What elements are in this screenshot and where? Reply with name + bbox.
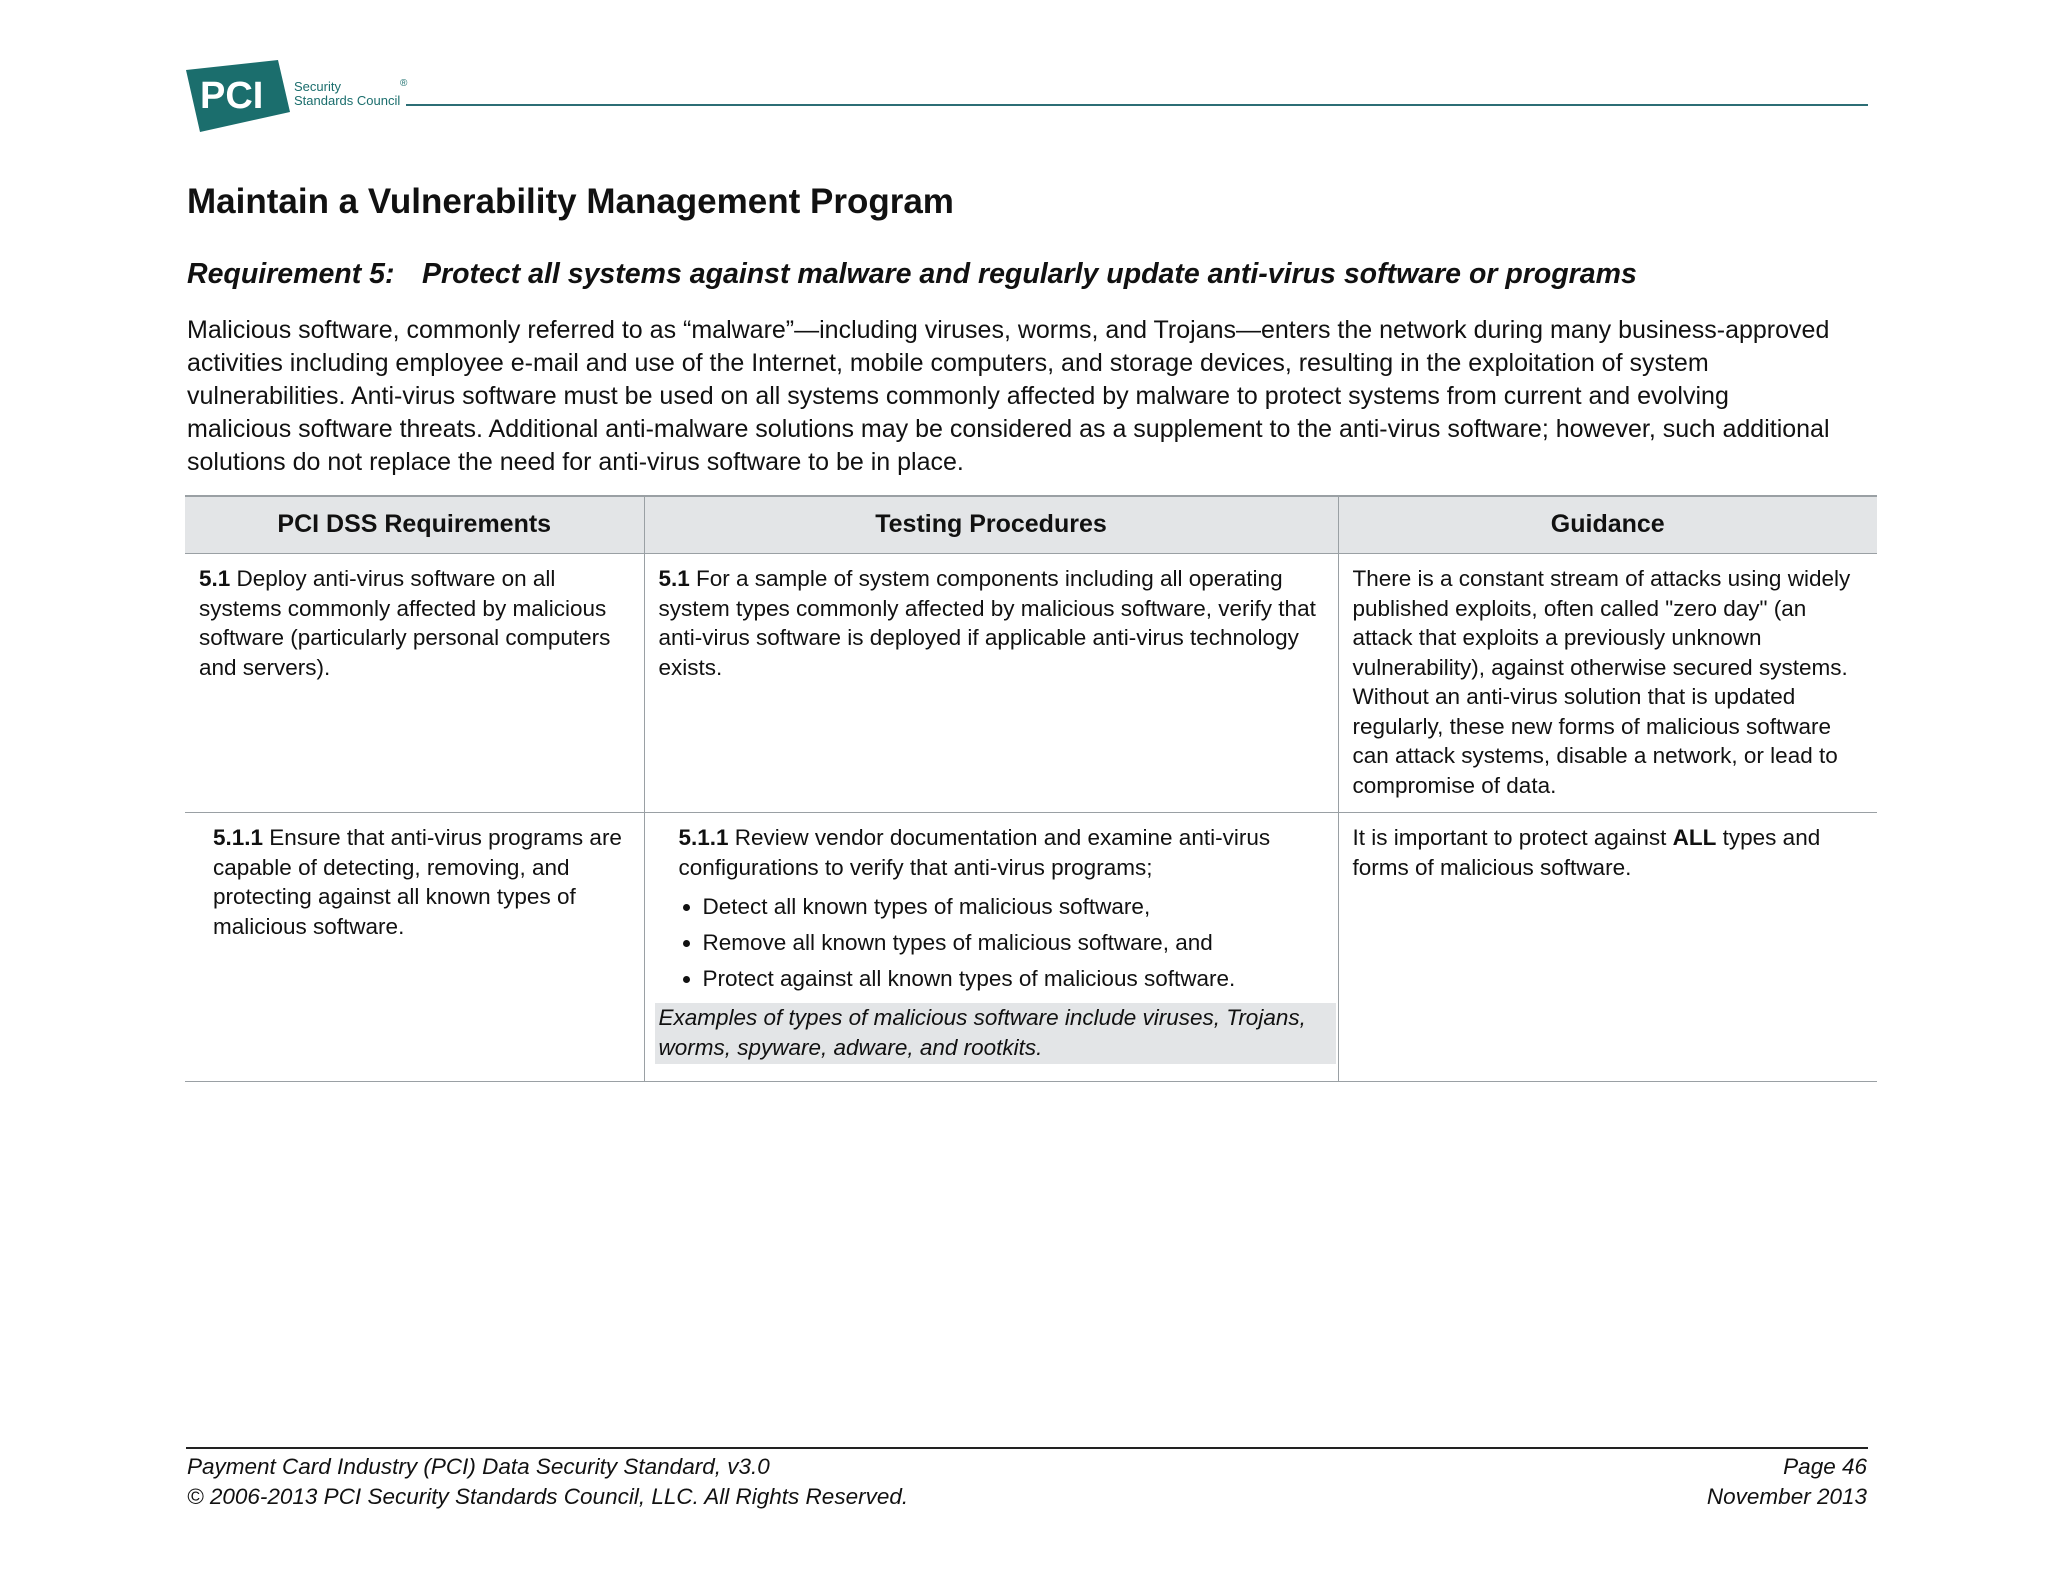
logo-line-2: Standards Council [294, 93, 401, 108]
guidance-text-pre: It is important to protect against [1352, 825, 1673, 850]
guidance-cell [1338, 813, 1877, 1082]
testing-text: For a sample of system components including all operating system types commonly affected by malicious software, verify that anti-virus software is deployed if applicable anti-virus technology exists. [658, 566, 1316, 680]
pci-logo-mark [186, 60, 290, 132]
column-header-testing: Testing Procedures [644, 496, 1338, 554]
svg-text:PCI: PCI [200, 75, 264, 117]
requirement-cell [185, 813, 644, 1082]
guidance-emphasis: ALL [1672, 825, 1717, 850]
requirement-title: Protect all systems against malware and regularly update anti-virus software or programs [422, 258, 1637, 290]
table-header-row [185, 496, 1877, 554]
requirement-heading [187, 258, 1637, 291]
registered-mark: ® [400, 78, 408, 89]
testing-id: 5.1 [658, 566, 690, 591]
testing-id: 5.1.1 [678, 825, 729, 850]
page-header [186, 58, 1868, 138]
guidance-cell [1338, 554, 1877, 813]
intro-paragraph: Malicious software, commonly referred to as “malware”—including viruses, worms, and Trojans—enters the network during many business-approved activities including employee e-mail and use of the Internet, mobile computers, and storage devices, resulting in the exploitation of system vulnerabilities. Anti-virus software must be used on all systems commonly affected by malware to protect systems from current and evolving malicious software threats. Additional anti-malware solutions may be considered as a supplement to the anti-virus software; however, such additional solutions do not replace the need for anti-virus software to be in place. [187, 316, 1830, 476]
footer-copyright: © 2006-2013 PCI Security Standards Council, LLC. All Rights Reserved. [187, 1484, 909, 1509]
list-item: • Remove all known types of malicious software, and [703, 928, 1326, 957]
guidance-text: There is a constant stream of attacks using widely published exploits, often called "zero day" (an attack that exploits a previously unknown vulnerability), against otherwise secured systems. Without an anti-virus solution that is updated regularly, these new forms of malicious software can attack systems, disable a network, or lead to compromise of data. [1352, 566, 1851, 798]
requirements-table [185, 495, 1877, 1082]
requirement-text: Deploy anti-virus software on all systems commonly affected by malicious software (particularly personal computers and servers). [199, 566, 611, 680]
requirement-cell [185, 554, 644, 813]
footer-rule [186, 1447, 1868, 1449]
section-title: Maintain a Vulnerability Management Program [187, 182, 954, 221]
column-header-requirements: PCI DSS Requirements [185, 496, 644, 554]
table-row [185, 554, 1877, 813]
logo-line-1: Security [294, 79, 341, 94]
testing-cell [644, 554, 1338, 813]
testing-bullet-list [659, 892, 1326, 993]
requirement-number: Requirement 5: [187, 258, 395, 290]
pci-logo [186, 58, 406, 134]
logo-wordmark [294, 80, 400, 108]
table-row [185, 813, 1877, 1082]
list-item: • Protect against all known types of malicious software. [703, 964, 1326, 993]
footer-date: November 2013 [1706, 1484, 1867, 1509]
requirement-text: Ensure that anti-virus programs are capable of detecting, removing, and protecting against all known types of malicious software. [213, 825, 622, 939]
testing-text: Review vendor documentation and examine anti-virus configurations to verify that anti-virus programs; [678, 825, 1271, 880]
list-item: • Detect all known types of malicious software, [703, 892, 1326, 921]
testing-example-note: Examples of types of malicious software include viruses, Trojans, worms, spyware, adware, and rootkits. [655, 1003, 1336, 1064]
footer-document-title: Payment Card Industry (PCI) Data Security Standard, v3.0 [187, 1454, 770, 1479]
requirement-id: 5.1.1 [213, 825, 264, 850]
footer-page-number: Page 46 [1783, 1454, 1867, 1479]
header-rule [406, 104, 1868, 106]
requirement-id: 5.1 [199, 566, 231, 591]
guidance-text-post: types and forms of malicious software. [1352, 825, 1821, 880]
testing-cell [644, 813, 1338, 1082]
column-header-guidance: Guidance [1338, 496, 1877, 554]
